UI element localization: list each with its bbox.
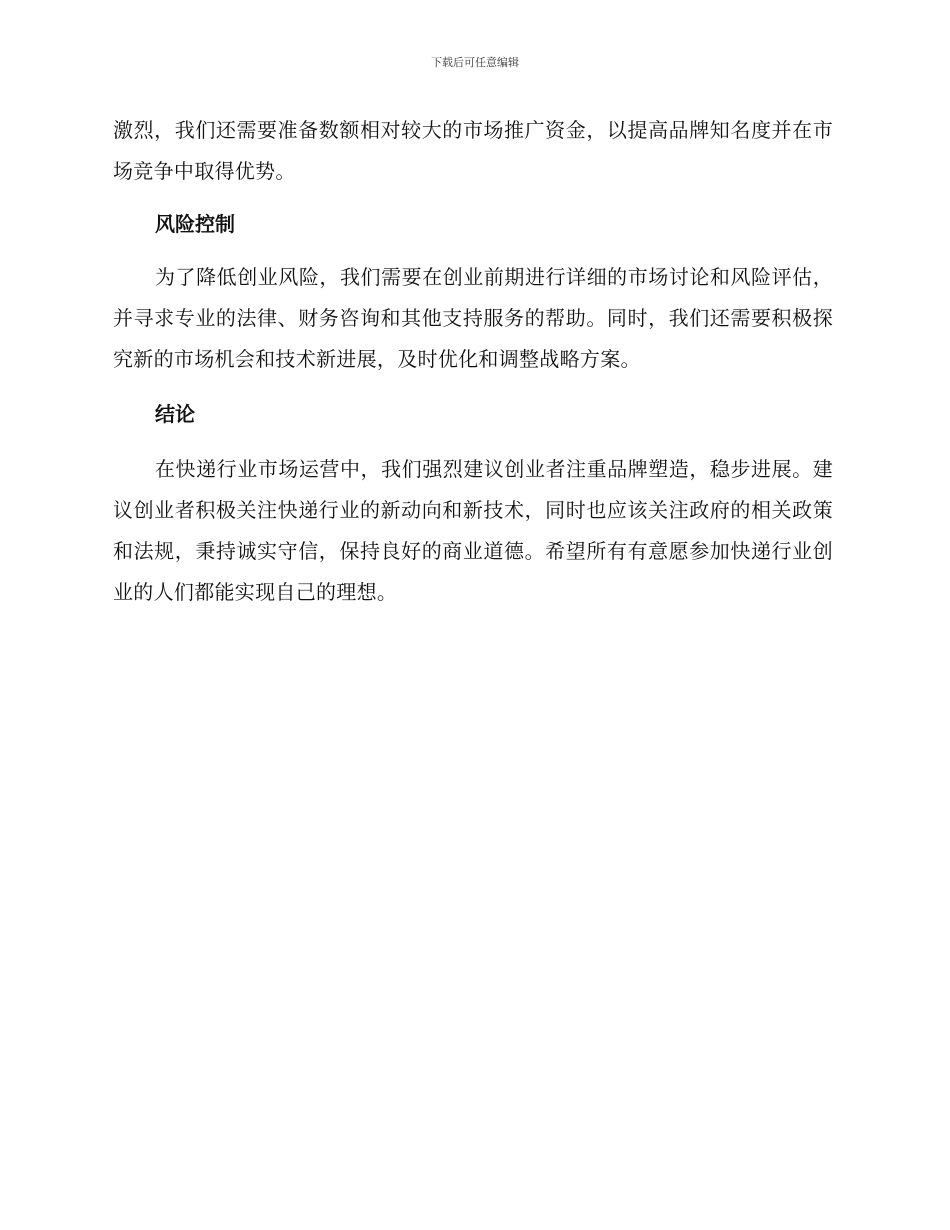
page-header: 下载后可任意编辑 (431, 56, 519, 69)
intro-paragraph: 激烈，我们还需要准备数额相对较大的市场推广资金，以提高品牌知名度并在市场竞争中取得优势。 (113, 118, 833, 183)
risk-control-paragraph: 为了降低创业风险，我们需要在创业前期进行详细的市场讨论和风险评估，并寻求专业的法律、财务咨询和其他支持服务的帮助。同时，我们还需要积极探究新的市场机会和技术新进展，及时优化和调整战略方案。 (113, 265, 833, 371)
risk-control-heading: 风险控制 (155, 212, 235, 236)
conclusion-paragraph: 在快递行业市场运营中，我们强烈建议创业者注重品牌塑造，稳步进展。建议创业者积极关注快递行业的新动向和新技术，同时也应该关注政府的相关政策和法规，秉持诚实守信，保持良好的商业道德。希望所有有意愿参加快递行业创业的人们都能实现自己的理想。 (113, 457, 833, 604)
conclusion-heading: 结论 (155, 402, 195, 426)
document-body (113, 110, 833, 613)
